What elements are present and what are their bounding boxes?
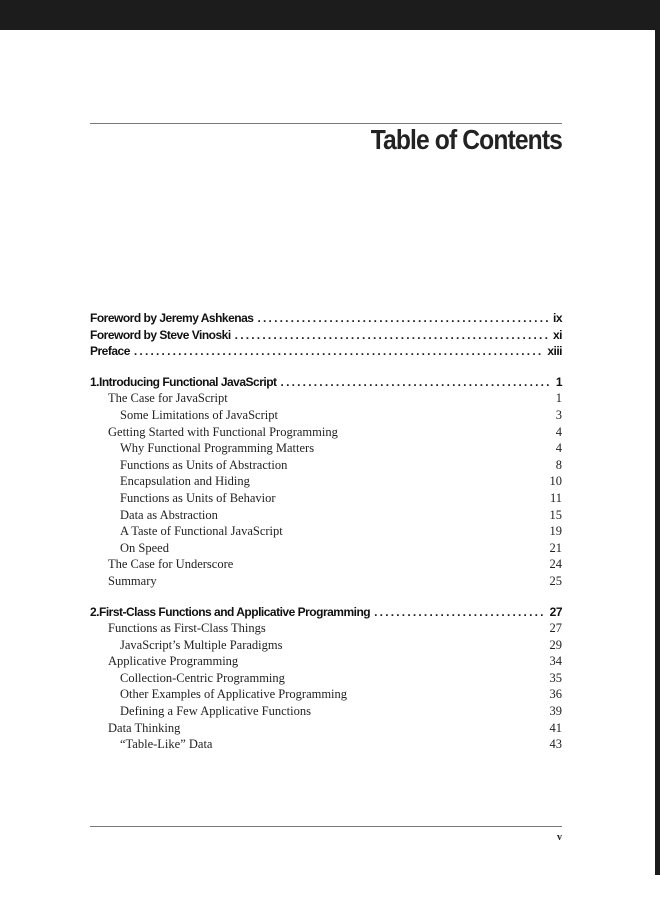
section-title: Getting Started with Functional Programming [108, 424, 338, 439]
section-title: Collection-Centric Programming [120, 670, 285, 685]
section-title: Data Thinking [108, 720, 181, 735]
footer-page-number: v [557, 832, 562, 843]
toc-subsection-entry[interactable] [90, 703, 562, 720]
section-page: 11 [549, 490, 562, 505]
section-page: 34 [549, 654, 562, 669]
toc-subsection-entry[interactable] [90, 473, 562, 490]
footer-rule [90, 826, 562, 827]
entry-page: xiii [547, 344, 562, 359]
chapter-title: Introducing Functional JavaScript [99, 374, 277, 389]
toc-subsection-entry[interactable] [90, 637, 562, 654]
section-page: 27 [549, 621, 562, 636]
leader-dots [134, 343, 543, 360]
section-page: 41 [549, 720, 562, 735]
section-title: Functions as Units of Behavior [120, 490, 276, 505]
section-page: 39 [549, 704, 562, 719]
section-page: 35 [549, 670, 562, 685]
toc-subsection-entry[interactable] [90, 457, 562, 474]
section-page: 1 [555, 391, 562, 406]
section-title: Other Examples of Applicative Programming [120, 687, 348, 702]
section-title: JavaScript’s Multiple Paradigms [120, 637, 283, 652]
toc-section-entry[interactable] [90, 573, 562, 590]
toc-section-entry[interactable] [90, 620, 562, 637]
toc-subsection-entry[interactable] [90, 507, 562, 524]
toc-section-entry[interactable] [90, 653, 562, 670]
toc-section-entry[interactable] [90, 720, 562, 737]
section-page: 4 [555, 424, 562, 439]
chapter-title: First-Class Functions and Applicative Programming [99, 604, 371, 619]
leader-dots [257, 310, 549, 327]
toc-subsection-entry[interactable] [90, 736, 562, 753]
entry-label: Foreword by Steve Vinoski [90, 327, 231, 342]
section-title: Encapsulation and Hiding [120, 474, 250, 489]
entry-page: ix [552, 311, 562, 325]
section-page: 15 [549, 507, 562, 522]
toc-subsection-entry[interactable] [90, 440, 562, 457]
toc-chapter-entry[interactable] [90, 604, 562, 621]
entry-label: Preface [90, 344, 130, 359]
section-title: The Case for JavaScript [108, 391, 228, 406]
page-right-edge [655, 30, 660, 875]
section-page: 25 [549, 573, 562, 588]
section-page: 8 [555, 457, 562, 472]
section-title: Functions as First-Class Things [108, 621, 266, 636]
section-page: 43 [549, 737, 562, 752]
chapter-number: 2. [90, 604, 100, 619]
toc-subsection-entry[interactable] [90, 670, 562, 687]
toc-front-entry[interactable] [90, 343, 562, 360]
entry-page: xi [552, 327, 562, 342]
section-page: 29 [549, 637, 562, 652]
section-title: Why Functional Programming Matters [120, 441, 315, 456]
toc-section-entry[interactable] [90, 556, 562, 573]
section-title: The Case for Underscore [108, 557, 234, 572]
toc-front-entry[interactable] [90, 327, 562, 344]
toc-section-entry[interactable] [90, 424, 562, 441]
section-title: Applicative Programming [108, 654, 239, 669]
toc-chapter-entry[interactable] [90, 374, 562, 391]
section-page: 21 [549, 540, 562, 555]
section-title: Functions as Units of Abstraction [120, 457, 288, 472]
section-page: 24 [549, 557, 562, 572]
chapter-number: 1. [90, 374, 100, 389]
section-title: Defining a Few Applicative Functions [120, 704, 311, 719]
leader-dots [374, 604, 546, 621]
section-page: 3 [555, 407, 562, 422]
toc-subsection-entry[interactable] [90, 540, 562, 557]
entry-label: Foreword by Jeremy Ashkenas [90, 311, 254, 325]
page-title: Table of Contents [370, 124, 562, 155]
chapter-page: 1 [555, 374, 562, 389]
section-title: Summary [108, 573, 157, 588]
section-title: Data as Abstraction [120, 507, 218, 522]
section-title: A Taste of Functional JavaScript [120, 524, 283, 539]
toc-subsection-entry[interactable] [90, 523, 562, 540]
section-title: On Speed [120, 540, 169, 555]
toc-list [90, 310, 562, 753]
leader-dots [235, 327, 549, 344]
chapter-page: 27 [549, 604, 562, 619]
section-title: Some Limitations of JavaScript [120, 407, 278, 422]
section-page: 19 [549, 524, 562, 539]
leader-dots [281, 374, 552, 391]
toc-subsection-entry[interactable] [90, 490, 562, 507]
toc-subsection-entry[interactable] [90, 686, 562, 703]
toc-section-entry[interactable] [90, 390, 562, 407]
toc-subsection-entry[interactable] [90, 407, 562, 424]
section-page: 36 [549, 687, 562, 702]
section-page: 10 [549, 474, 562, 489]
toc-front-entry[interactable] [90, 310, 562, 327]
section-page: 4 [555, 441, 562, 456]
viewer-top-bar [0, 0, 660, 30]
section-title: “Table-Like” Data [120, 737, 213, 752]
